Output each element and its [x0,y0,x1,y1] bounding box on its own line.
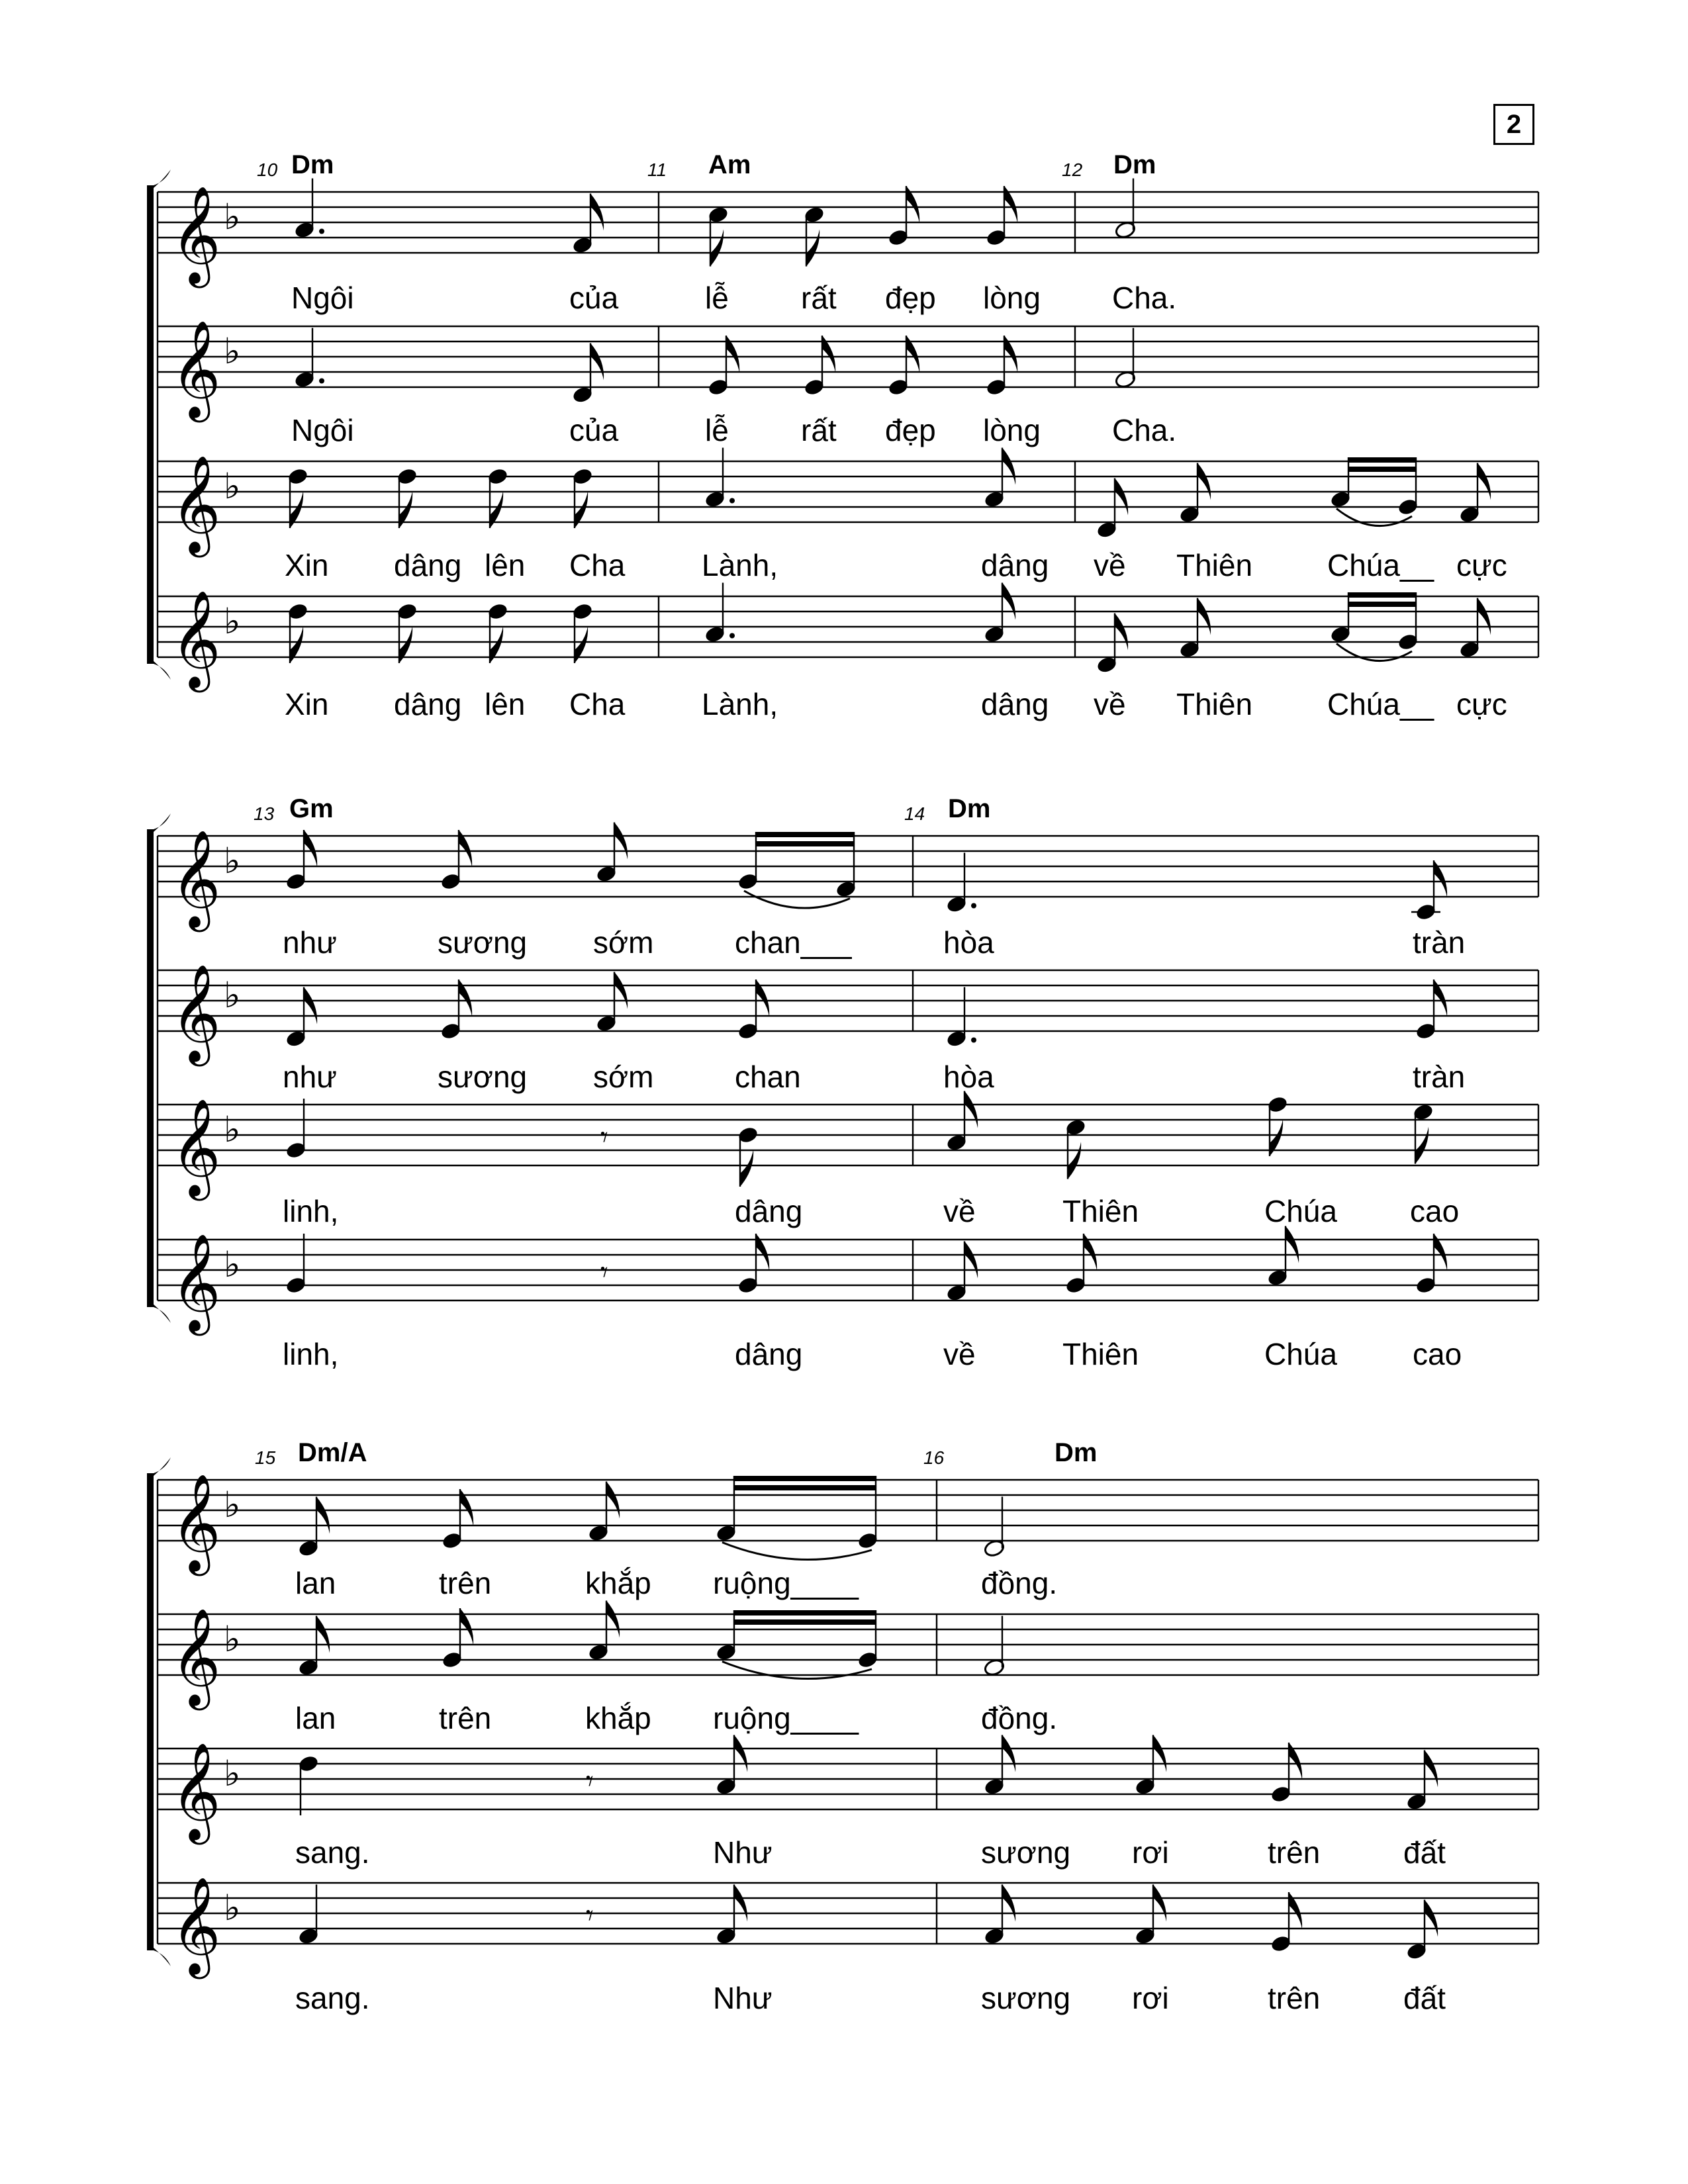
note [704,583,735,645]
note [587,1601,620,1662]
eighth-flag-icon [1425,1751,1438,1788]
lyric-syllable: hòa [943,1060,994,1094]
lyric-syllable: rất [801,281,837,315]
augmentation-dot [319,229,324,234]
treble-clef-icon: 𝄞 [171,964,221,1062]
treble-clef-icon: 𝄞 [171,1608,221,1706]
note [983,1497,1005,1559]
note [1397,457,1419,517]
note [571,194,604,255]
lyric-syllable: lễ [705,413,729,447]
beam [734,1476,876,1481]
note [287,602,308,663]
eighth-rest-icon: 𝄾 [586,1764,594,1798]
note [707,205,729,267]
flat-icon: ♭ [224,600,241,642]
treble-clef-icon: 𝄞 [171,1098,221,1197]
lyric-syllable: tràn [1413,1060,1466,1094]
note [595,972,628,1034]
lyric-syllable: chan [735,1060,801,1094]
lyric-syllable: Như [713,1835,773,1870]
lyric-syllable: lên [485,548,526,582]
treble-clef-icon: 𝄞 [171,320,221,418]
flat-icon: ♭ [224,465,241,507]
measure-number: 13 [254,803,275,824]
note [297,1616,330,1678]
eighth-flag-icon [590,343,604,381]
eighth-flag-icon [1068,1142,1081,1179]
note [1412,1103,1434,1164]
lyric-syllable: Cha. [1112,281,1177,315]
lyric-syllable: dâng [735,1194,803,1228]
lyric-syllable: lan [295,1566,336,1600]
lyric-syllable: trên [1268,1981,1321,2015]
augmentation-dot [971,1038,976,1043]
augmentation-dot [729,498,735,504]
lyric-syllable: Ngôi [291,281,354,315]
treble-clef-icon: 𝄞 [171,1233,221,1332]
beam [756,841,854,846]
lyric-syllable: sớm [593,925,654,960]
note [803,205,825,267]
lyric-syllable: sang. [295,1835,370,1870]
note [487,602,508,663]
lyric-syllable: chan___ [735,925,852,960]
note [715,1476,876,1560]
lyric-syllable: đẹp [885,413,936,447]
beam [756,832,854,837]
lyric-syllable: cực [1456,548,1507,582]
eighth-flag-icon [1002,583,1015,620]
lyric-syllable: lòng [983,281,1041,315]
bracket-top-hook-icon [147,169,171,188]
lyric-syllable: về [943,1194,976,1228]
lyric-syllable: Chúa__ [1327,548,1434,582]
measure-number: 11 [647,159,667,180]
lyric-syllable: dâng [981,687,1049,721]
lyric-syllable: lan [295,1701,336,1735]
note [396,467,418,528]
lyric-syllable: Thiên [1062,1194,1139,1228]
lyric-syllable: linh, [283,1337,339,1371]
chord-symbol: Am [708,150,751,179]
lyric-syllable: dâng [735,1337,803,1371]
measure-number: 14 [904,803,925,824]
lyric-syllable: sớm [593,1060,654,1094]
note [293,179,324,240]
note [297,1885,319,1946]
eighth-flag-icon [1477,463,1491,500]
lyric-syllable: cao [1410,1194,1460,1228]
lyric-syllable: đất [1403,1835,1446,1870]
measure-number: 16 [923,1447,945,1468]
note [1405,1900,1438,1962]
eighth-flag-icon [964,1091,978,1128]
lyric-syllable: Chúa__ [1327,687,1434,721]
flat-icon: ♭ [224,840,241,882]
lyric-syllable: rơi [1132,1981,1169,2015]
chord-symbol: Dm [1055,1438,1098,1467]
treble-clef-icon: 𝄞 [171,829,221,928]
bracket-top-hook-icon [147,1457,171,1476]
measure-number: 15 [255,1447,276,1468]
staff-1 [158,1473,1538,1600]
lyric-syllable: sương [981,1981,1071,2015]
chord-symbol: Dm/A [298,1438,367,1467]
note [1397,592,1419,652]
note [945,1091,978,1153]
lyric-syllable: Chúa [1264,1194,1337,1228]
eighth-flag-icon [964,1242,978,1279]
eighth-flag-icon [614,823,628,860]
eighth-flag-icon [734,1735,747,1772]
note [571,343,604,405]
lyric-syllable: linh, [283,1194,339,1228]
lyric-syllable: Thiên [1176,687,1253,721]
eighth-flag-icon [740,1150,753,1187]
bracket-top-hook-icon [147,813,171,832]
lyric-syllable: tràn [1413,925,1466,960]
treble-clef-icon: 𝄞 [171,1473,221,1572]
eighth-flag-icon [614,972,628,1009]
eighth-flag-icon [710,230,724,267]
eighth-flag-icon [806,230,820,267]
note [571,467,593,528]
note [1411,860,1447,922]
note [285,987,317,1049]
lyric-syllable: sương [438,1060,528,1094]
eighth-flag-icon [1153,1735,1166,1772]
lyric-syllable: sương [438,925,528,960]
staff-4 [158,1226,1538,1372]
note [983,583,1015,645]
note [1405,1751,1438,1812]
note [1458,463,1491,525]
note [1178,598,1211,660]
lyric-syllable: Thiên [1062,1337,1139,1371]
measure-number: 12 [1062,159,1083,180]
lyric-syllable: lòng [983,413,1041,447]
system-bracket-icon [147,185,154,664]
chord-symbol: Gm [289,794,334,823]
staff-3 [158,1735,1538,1870]
eighth-flag-icon [1002,1885,1015,1922]
lyric-syllable: Xin [285,548,329,582]
note [1096,614,1128,675]
flat-icon: ♭ [224,1618,241,1660]
lyric-syllable: hòa [943,925,994,960]
note [857,1610,878,1670]
eighth-flag-icon [1425,1900,1438,1937]
eighth-flag-icon [1002,1735,1015,1772]
lyric-syllable: đẹp [885,281,936,315]
slur [722,1662,872,1679]
staff-1 [158,823,1538,960]
note [285,1234,306,1295]
note [1134,1735,1166,1797]
note [737,1125,759,1187]
beam [1348,602,1416,607]
system-1 [147,150,1538,721]
treble-clef-icon: 𝄞 [171,590,221,688]
eighth-flag-icon [1153,1885,1166,1922]
note [983,1616,1005,1678]
note [704,448,735,510]
eighth-rest-icon: 𝄾 [600,1255,608,1289]
page-number-badge: 2 [1493,104,1534,145]
lyric-syllable: đồng. [981,1566,1058,1600]
lyric-syllable: dâng [394,548,462,582]
staff-1 [158,179,1538,316]
note [715,1735,747,1797]
lyric-syllable: đất [1403,1981,1446,2015]
slur [744,891,850,908]
eighth-flag-icon [1115,478,1128,516]
staff-2 [158,964,1538,1094]
note [297,1497,330,1559]
flat-icon: ♭ [224,330,241,372]
lyric-syllable: trên [1268,1835,1321,1870]
lyric-syllable: sang. [295,1981,370,2015]
lyric-syllable: khắp [585,1566,651,1600]
eighth-flag-icon [1286,1226,1299,1263]
treble-clef-icon: 𝄞 [171,1876,221,1975]
chord-symbol: Dm [948,794,991,823]
staff-3 [158,448,1538,583]
note [945,987,976,1049]
treble-clef-icon: 𝄞 [171,1742,221,1841]
note [571,602,593,663]
augmentation-dot [319,379,324,384]
lyric-syllable: trên [439,1701,492,1735]
note [396,602,418,663]
lyric-syllable: rơi [1132,1835,1169,1870]
note [287,467,308,528]
note [587,1482,620,1543]
note [297,1754,319,1815]
lyric-syllable: Cha. [1112,413,1177,447]
staff-4 [158,583,1538,722]
lyric-syllable: cao [1413,1337,1462,1371]
chord-symbol: Dm [1113,150,1156,179]
eighth-flag-icon [1415,1127,1429,1164]
lyric-syllable: khắp [585,1701,651,1735]
beam [734,1485,876,1490]
lyric-syllable: dâng [981,548,1049,582]
lyric-syllable: về [943,1337,976,1371]
lyric-syllable: trên [439,1566,492,1600]
eighth-rest-icon: 𝄾 [586,1899,594,1933]
bracket-bottom-hook-icon [147,661,171,680]
note [285,1099,306,1160]
flat-icon: ♭ [224,1484,241,1525]
lyric-syllable: Ngôi [291,413,354,447]
beam [734,1610,876,1615]
note [715,1885,747,1946]
lyric-syllable: Cha [569,548,626,582]
eighth-flag-icon [606,1601,620,1638]
flat-icon: ♭ [224,196,241,238]
note [600,1120,608,1154]
lyric-syllable: ruộng____ [713,1701,859,1735]
lyric-syllable: về [1094,687,1126,721]
chord-symbol: Dm [291,150,334,179]
system-2 [147,794,1538,1371]
bracket-bottom-hook-icon [147,1304,171,1323]
beam [1348,592,1416,598]
eighth-flag-icon [1477,598,1491,635]
note [1266,1226,1299,1288]
system-bracket-icon [147,829,154,1307]
note [983,1735,1015,1797]
lyric-syllable: Thiên [1176,548,1253,582]
flat-icon: ♭ [224,1752,241,1794]
lyric-syllable: sương [981,1835,1071,1870]
note [600,1255,608,1289]
lyric-syllable: như [283,1060,337,1094]
note [586,1764,594,1798]
note [1266,1095,1288,1156]
lyric-syllable: ruộng____ [713,1566,859,1600]
eighth-rest-icon: 𝄾 [600,1120,608,1154]
lyric-syllable: về [1094,548,1126,582]
measure-number: 10 [257,159,278,180]
eighth-flag-icon [1002,448,1015,485]
treble-clef-icon: 𝄞 [171,455,221,553]
lyric-syllable: Lành, [702,548,778,582]
bracket-bottom-hook-icon [147,1948,171,1966]
eighth-flag-icon [606,1482,620,1519]
beam [1348,467,1416,472]
lyric-syllable: Như [713,1981,773,2015]
beam [734,1619,876,1625]
note [487,467,508,528]
note [945,1242,978,1303]
lyric-syllable: của [569,413,619,447]
lyric-syllable: cực [1456,687,1507,721]
eighth-flag-icon [316,1616,330,1653]
eighth-flag-icon [1115,614,1128,651]
slur [722,1543,872,1560]
flat-icon: ♭ [224,1887,241,1929]
staff-2 [158,1601,1538,1736]
augmentation-dot [729,633,735,639]
flat-icon: ♭ [224,974,241,1016]
lyric-syllable: đồng. [981,1701,1058,1735]
eighth-flag-icon [590,194,604,231]
system-bracket-icon [147,1473,154,1950]
staff-2 [158,320,1538,447]
lyric-syllable: Cha [569,687,626,721]
note [1178,463,1211,525]
note [1096,478,1128,540]
treble-clef-icon: 𝄞 [171,185,221,284]
note [945,853,976,915]
note [1114,328,1136,390]
staff-3 [158,1091,1538,1229]
note [293,328,324,390]
note [983,448,1015,510]
note [1458,598,1491,660]
note [1114,179,1136,240]
system-3 [147,1438,1538,2015]
lyric-syllable: Lành, [702,687,778,721]
augmentation-dot [971,903,976,909]
lyric-syllable: như [283,925,337,960]
eighth-flag-icon [1197,463,1211,500]
lyric-syllable: lên [485,687,526,721]
note [1064,1118,1086,1179]
flat-icon: ♭ [224,1244,241,1285]
lyric-syllable: Xin [285,687,329,721]
eighth-flag-icon [1197,598,1211,635]
flat-icon: ♭ [224,1109,241,1150]
note [595,823,628,884]
note [983,1885,1015,1946]
note [1134,1885,1166,1946]
eighth-flag-icon [734,1885,747,1922]
staff-4 [158,1876,1538,2015]
lyric-syllable: của [569,281,619,315]
lyric-syllable: dâng [394,687,462,721]
lyric-syllable: lễ [705,281,729,315]
note [586,1899,594,1933]
eighth-flag-icon [304,987,317,1024]
lyric-syllable: rất [801,413,837,447]
eighth-flag-icon [316,1497,330,1534]
lyric-syllable: Chúa [1264,1337,1337,1371]
beam [1348,457,1416,463]
